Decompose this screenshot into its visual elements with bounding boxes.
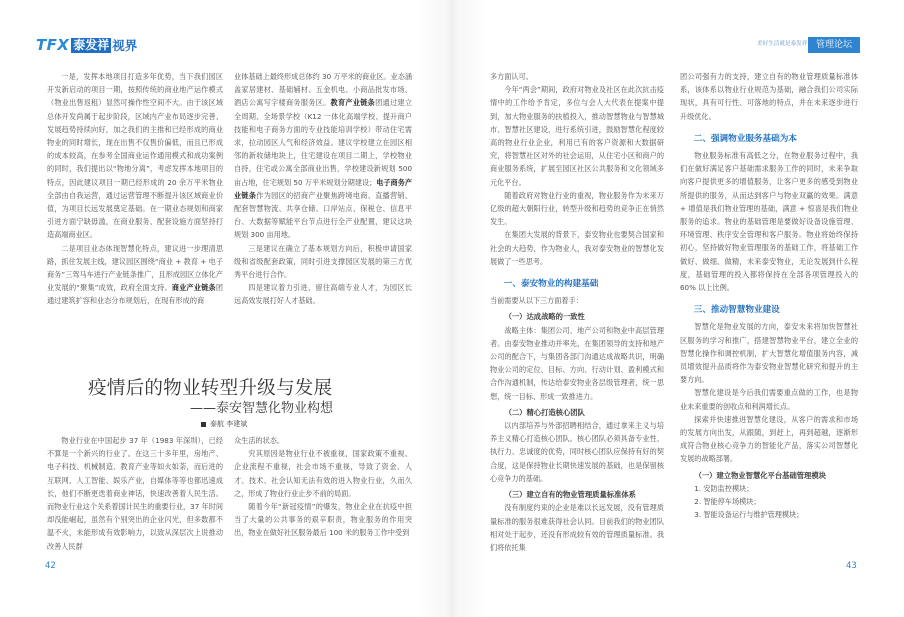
body-paragraph: 四是建议着力引进、留住高端专业人才，为园区长远高效发展打好人才基础。	[234, 283, 412, 306]
logo-latin-text: TFX	[36, 36, 70, 54]
body-paragraph: 智慧化建设是今后我们需要重点做的工作，也是物业未来重要的创收点和利润增长点。	[680, 388, 858, 411]
text-run: 团通过建立全周期、全场景学校（K12 一体化高端学校、提升商户技能和电子商务方面的专业技能培训学校）带动住宅需求，拉动园区人气和经济效益。建议学校建立在园区相邻的新收储地块上，住宅建设在项目二期上，学校物业自持，住宅或公寓全部商业出售，学校建设新规划 500 亩占地，住宅规划 50 万平米规划分期建设；	[234, 98, 412, 187]
body-paragraph: 随着政府对物业行业的重视，物业服务作为未来万亿级的超大朝阳行业，转型升级和趋势的竞争正在悄然发生。	[490, 190, 664, 227]
page-spine-shadow	[416, 0, 488, 617]
body-paragraph: 以内部培养与外部招聘相结合，通过拿来主义与培养主义精心打造核心团队。核心团队必须具备专业性、执行力、忠诚度的优势，同时核心团队应保持有好的契合度，这是保持物业长期快速发展的基础，也是保留核心竞争力的基础。	[490, 421, 664, 483]
continued-text	[234, 70, 412, 242]
section-heading: 二、强调物业服务基础为本	[693, 133, 797, 144]
body-paragraph: 物业行业在中国起步 37 年（1983 年深圳），已经不算是一个新兴的行业了。在这三十多年里，房地产、电子科技、机械制造、教育产业等如火如荼，而后进的互联网、人工智能、娱乐产业，自媒体等等也都迅速成长，他们不断更迭着商业神话，快速改善着人民生活。而物业行业这个关系着国计民生的重要行业，37 年时间却没能崛起，虽然有个别突出的企业闪光，但多数都不温不火，未能形成有效影响力，以致从深层次上说推动改善人民群	[47, 436, 223, 551]
body-paragraph: 智慧化是物业发展的方向，泰安未来将加快智慧社区服务的学习和推广，搭建智慧物业平台，建立全业的智慧化操作和调控机制，扩大智慧化增值服务内容，减员增效提升品质将作为泰安物业智慧化研究和提升的主要方向。	[680, 322, 858, 385]
subsection-heading: （一）建立物业智慧化平台基础管理模块	[694, 470, 826, 480]
subsection-heading: （二）精心打造核心团队	[504, 407, 585, 417]
article-column-2	[234, 434, 412, 558]
subsection-heading: （一）达成战略的一致性	[504, 312, 585, 322]
body-paragraph: 物业服务标准有高低之分，在物业服务过程中，我们在做好满足客户基础需求服务工作的同时，未来争取向客户提供更多的增值服务，让客户更多的感受到物业所提供的服务，从而达到客户与物业双赢的效果。满意 + 增值是我们物业管理的基础，满意 + 惊喜是我们物业服务的追求。物业的基础管理是要做好设备设施管理、环境管理、秩序安全管理和客户服务。物业将始终保持初心，坚持做好物业管理服务的基础工作，将基础工作做好、做细、做精，未来泰安物业，无论发展到什么程度，基础管理的投入都将保持在全部各项管理投入的 60% 以上比例。	[680, 151, 858, 293]
list-item: 1. 安防监控模块；	[694, 483, 754, 493]
continued-text: 当前需要从以下三方面着手：	[490, 296, 583, 306]
text-run: 业体基础上最终形成总体约 30 万平米的商业区。业态涵盖家居建材、基础辅材、五金机电、小商品批发市场、酒店公寓写字楼商务服务区。	[234, 72, 412, 108]
emphasized-phrase: 电子商务产业链条	[234, 177, 412, 200]
body-paragraph	[47, 242, 223, 308]
logo-brand-text: 泰发祥	[73, 37, 110, 52]
article-authors: 泰航 李建斌	[210, 420, 248, 428]
article-title: 疫情后的物业转型升级与发展	[88, 378, 333, 399]
emphasized-phrase: 教育产业链条	[330, 98, 376, 108]
continued-text: 团公司强有力的支持，建立自有的物业管理质量标准体系，该体系以物业行业规范为基础，融合我们公司实际现状，具有可行性、可落地的特点，并在未来逐步进行升级优化。	[680, 72, 858, 121]
body-paragraph: 探索并快速推进智慧化建设，从客户的需求和市场的发展方向出发，从跟随，到赶上，再到超越，逐渐形成符合物业核心竞争力的智能化产品，落实公司智慧化发展的战略部署。	[680, 414, 858, 464]
continued-text: 多方面认可。	[490, 72, 533, 81]
list-item: 2. 智能停车场模块；	[694, 497, 761, 507]
right-page-column-1	[490, 70, 664, 562]
body-paragraph: 一是，发挥本地项目打造多年优势，当下我们园区开发新启动的项目一期，按照传统的商业地产运作模式（物业出售返租）显然可操作性空间不大。由于该区域总体开发尚属于起步阶段，区域内产业布局逐步完善、发展趋势持续向好，加之我们的主推和已经形成的商业物业的同时增长，现在出售不仅售价偏低，而且已形成的成本较高，在参考全国商业运作通用模式和成功案例的同时，我们提出以“物地分离”，考虑发挥本地项目的特点，因此建议项目一期已经形成的 20 余万平米物业全部由自我运营，通过运营管理不断提升该区域商业价值，为项目长远发展奠定基础。在一期业态规划和商家引进方面宁缺毋滥，在商业服务、配套设施方面坚持打造高端商业区。	[47, 72, 223, 240]
text-run: 团通过建筑扩容和业态分布规划后，在现有形成的商	[47, 283, 223, 306]
section-heading: 三、推动智慧物业建设	[693, 305, 780, 316]
continued-text: 众生活的状态。	[234, 436, 284, 445]
article-byline	[201, 419, 247, 429]
body-paragraph: 究其原因是物业行业不被重视，国家政策不重视、企业流程不重视，社会市场不重视，导致了资金、人才、技术、社会认知无法有效的进入物业行业，久而久之，形成了物业行业止步不前的局面。	[234, 449, 412, 498]
left-page-upper-column-1	[47, 70, 223, 342]
left-page-upper-column-2	[234, 70, 412, 320]
body-paragraph: 三是建议在确立了基本规划方向后，积极申请国家级和省级配套政策，同时引进支撑园区发展的第三方优秀平台进行合作。	[234, 243, 412, 280]
text-run: 作为园区的招商产业聚焦跨境电商、直播营销、配套智慧物流、共享仓储、口岸站点、保税仓、信息平台、大数据等赋能平台节点进行全产业配置，建议这块规划 300 亩用地。	[234, 190, 412, 240]
page-number-left: 42	[45, 561, 56, 571]
article-subtitle: ——泰安智慧化物业构想	[189, 401, 333, 416]
body-paragraph: 没有制度约束的企业是难以长远发展，没有管理质量标准的服务很难获得社会认同。目前我们的物业团队相对处于起步，还没有形成较有效的管理质量标准。我们将依托集	[490, 503, 664, 552]
list-item: 3. 智能设备运行与维护管理模块；	[694, 510, 804, 520]
subsection-heading: （三）建立自有的物业管理质量标准体系	[504, 490, 636, 500]
page-number-right: 43	[846, 561, 857, 571]
section-tab: 管理论坛	[808, 37, 860, 53]
section-heading: 一、泰安物业的构建基础	[503, 279, 599, 290]
body-paragraph: 在集团大发展的背景下，泰安物业也要契合国家和社会的大趋势，作为物业人，我对泰安物业的智慧化发展做了一些思考。	[490, 230, 664, 266]
logo-suffix-text: 视界	[112, 38, 138, 53]
article-column-1	[47, 434, 223, 558]
body-paragraph: 随着今年“新冠疫情”的爆发，物业企业在抗疫中担当了大量的公共事务的艰辛职责，物业服务的作用突出，物业在做好社区服务最后 100 米的服务工作中受到	[234, 502, 412, 538]
body-paragraph: 战略主体：集团公司、地产公司和物业中高层管理者。由泰安物业推动并率先，在集团领导的支持和地产公司的配合下，与集团各部门沟通达成战略共识，明确物业公司的定位、目标、方向、行动计划、盈利模式和合作沟通机制，传达给泰安物业各层级管理者，统一思想，统一目标、形成一致推进力。	[490, 325, 664, 401]
byline-square-icon	[201, 422, 206, 427]
text-run: 二是项目业态体现智慧化特点，建议进一步理清思路，抓住发展主线，建议园区围绕“商业 + 教育 + 电子商务”三驾马车进行产业链条推广，且形成园区立体化产业发展的“聚集”成效，政府全面支持。	[47, 243, 223, 293]
emphasized-phrase: 商业产业链条	[171, 283, 216, 293]
right-page-column-2	[680, 70, 858, 558]
header-slogan: 美好生活就是泰发祥	[757, 41, 808, 47]
magazine-logo	[36, 36, 137, 54]
body-paragraph: 今年“两会”期间，政府对物业及社区在此次抗击疫情中的工作给予肯定，多位与会人大代表在提案中提到，加大物业服务的扶植投入，推动智慧物业与智慧城市、智慧社区建设，进行系统引进，鼓励智慧化程度较高的物业行业企业，利用已有的客户资源和大数据研究，将智慧社区对外的社会运用，从住宅小区和商户的商业服务系统，扩展至园区社区公共服务和文化领域多元化平台。	[490, 85, 664, 187]
